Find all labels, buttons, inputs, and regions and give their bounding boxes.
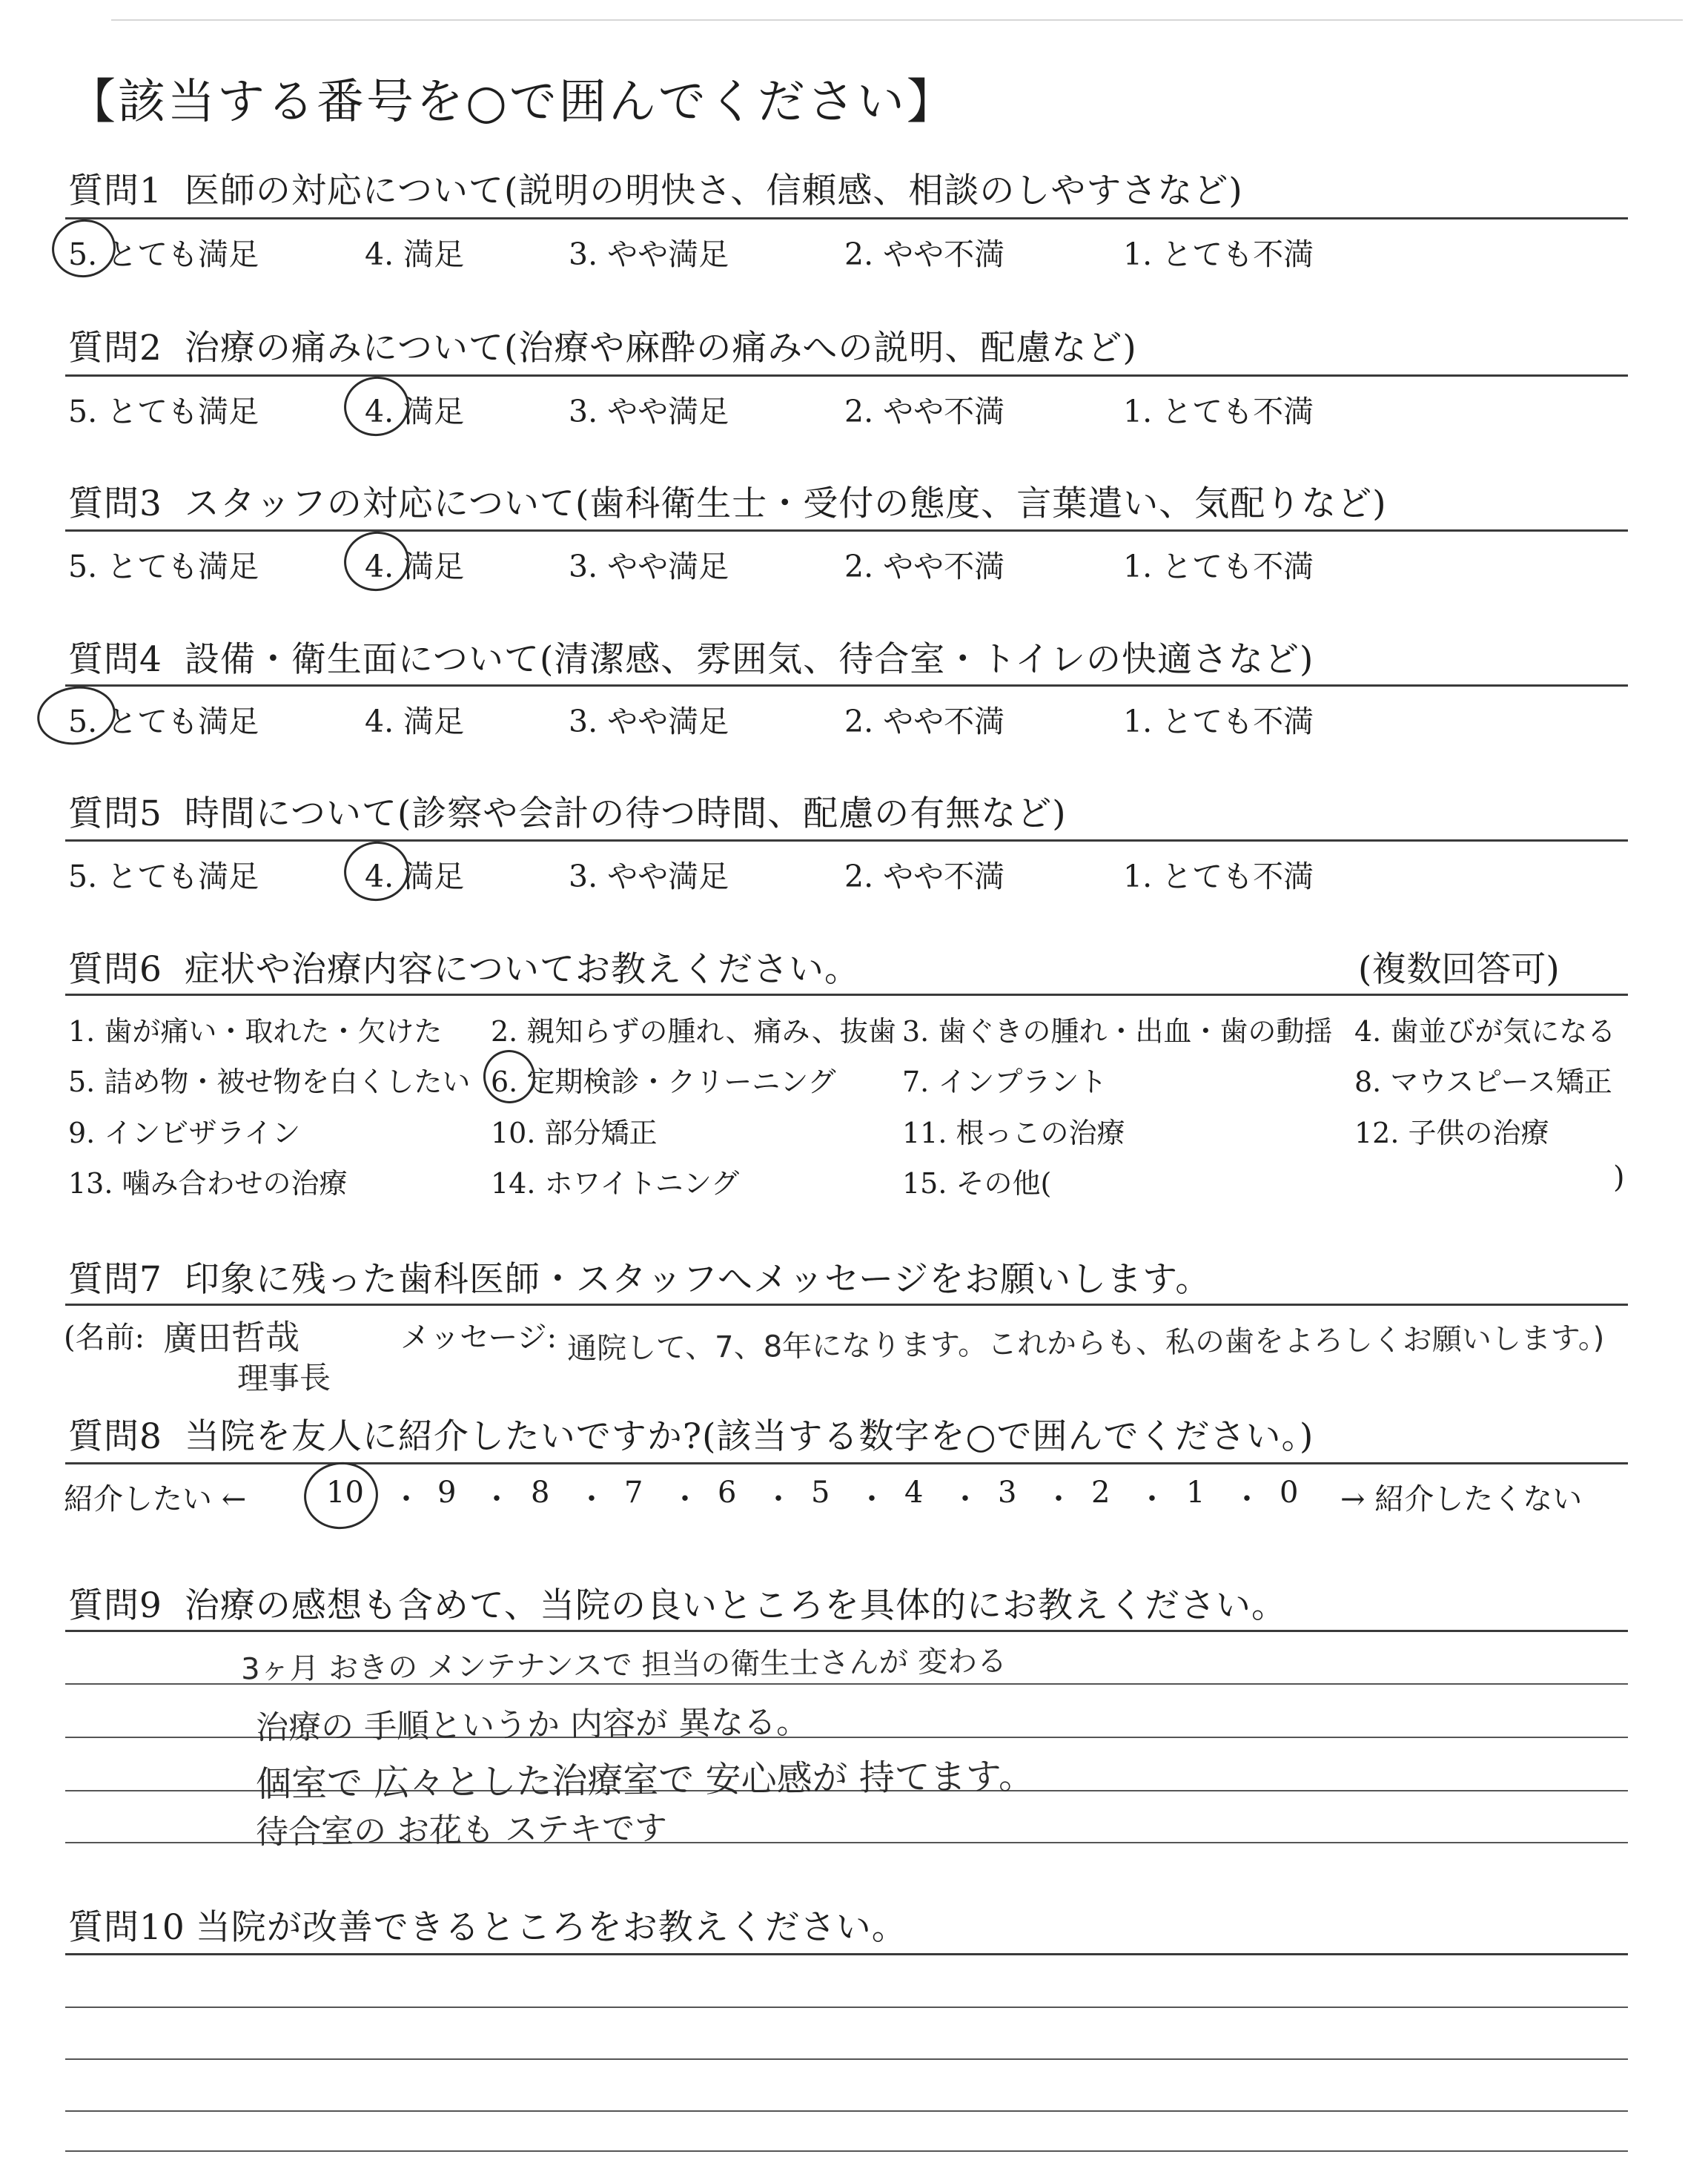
- question-10-title: [68, 1900, 907, 1949]
- answer-handwriting: 治療の 手順というか 内容が 異なる。: [255, 1703, 810, 1747]
- score-5[interactable]: 5: [811, 1476, 830, 1510]
- option-3[interactable]: 3. やや満足: [569, 704, 729, 739]
- page-title: 【該当する番号を○で囲んでください】: [68, 75, 956, 130]
- option-3[interactable]: 3. やや満足: [569, 394, 729, 429]
- separator: ・: [857, 1482, 887, 1516]
- question-7-rule: [65, 1304, 1628, 1306]
- question-text: 当院を友人に紹介したいですか?(該当する数字を○で囲んでください。): [184, 1416, 1314, 1457]
- option-5[interactable]: 5. とても満足: [68, 859, 259, 894]
- option-5[interactable]: 5. とても満足: [68, 394, 259, 429]
- symptom-row: [68, 1160, 1625, 1205]
- option-5[interactable]: 5. とても満足: [68, 549, 259, 584]
- question-2-rule: [65, 374, 1628, 377]
- score-1[interactable]: 1: [1186, 1476, 1205, 1510]
- option-2[interactable]: 2. やや不満: [844, 549, 1005, 584]
- answer-handwriting: 待合室の お花も ステキです: [255, 1809, 668, 1852]
- question-number: 質問9: [68, 1585, 162, 1626]
- option-5[interactable]: 5. とても満足: [68, 237, 259, 272]
- option-2[interactable]: 2. やや不満: [844, 859, 1005, 894]
- answer-handwriting: 個室で 広々とした治療室で 安心感が 持てます。: [255, 1755, 1035, 1806]
- symptom-option[interactable]: 3. 歯ぐきの腫れ・出血・歯の動揺: [902, 1015, 1333, 1048]
- title-handwriting: 理事長: [236, 1359, 331, 1397]
- name-handwriting: 廣田哲哉: [162, 1317, 300, 1358]
- multiple-answer-note: (複数回答可): [1358, 949, 1560, 990]
- question-3-rule: [65, 529, 1628, 532]
- separator: ・: [391, 1482, 421, 1516]
- score-8[interactable]: 8: [531, 1476, 550, 1510]
- symptom-option[interactable]: 15. その他(: [902, 1167, 1052, 1200]
- answer-line: [65, 2007, 1628, 2008]
- score-6[interactable]: 6: [718, 1476, 737, 1510]
- question-number: 質問7: [68, 1259, 162, 1300]
- question-text: 医師の対応について(説明の明快さ、信頼感、相談のしやすさなど): [184, 171, 1243, 211]
- symptom-option[interactable]: 9. インビザライン: [68, 1117, 301, 1149]
- option-3[interactable]: 3. やや満足: [569, 237, 729, 272]
- question-number: 質問8: [68, 1416, 162, 1457]
- question-8-title: [68, 1409, 1314, 1459]
- question-4-options: [68, 697, 1588, 742]
- question-5-title: [68, 786, 1067, 836]
- name-label: (名前:: [64, 1321, 145, 1355]
- question-2-title: [68, 320, 1137, 370]
- symptom-option[interactable]: 2. 親知らずの腫れ、痛み、抜歯: [491, 1015, 896, 1048]
- option-2[interactable]: 2. やや不満: [844, 704, 1005, 739]
- symptom-option[interactable]: 5. 詰め物・被せ物を白くしたい: [68, 1066, 471, 1098]
- score-4[interactable]: 4: [904, 1476, 924, 1510]
- score-7[interactable]: 7: [624, 1476, 643, 1510]
- symptom-option[interactable]: 14. ホワイトニング: [491, 1167, 740, 1200]
- symptom-row: [68, 1059, 1625, 1103]
- top-border: [111, 19, 1683, 21]
- option-4[interactable]: 4. 満足: [365, 704, 465, 739]
- score-2[interactable]: 2: [1091, 1476, 1110, 1510]
- question-number: 質問1: [68, 171, 162, 211]
- score-0[interactable]: 0: [1280, 1476, 1299, 1510]
- option-2[interactable]: 2. やや不満: [844, 394, 1005, 429]
- option-1[interactable]: 1. とても不満: [1123, 704, 1314, 739]
- question-number: 質問4: [68, 639, 162, 680]
- separator: ・: [950, 1482, 980, 1516]
- symptom-option[interactable]: 10. 部分矯正: [491, 1117, 658, 1149]
- question-3-options: [68, 542, 1588, 587]
- option-4[interactable]: 4. 満足: [365, 394, 465, 429]
- option-1[interactable]: 1. とても不満: [1123, 859, 1314, 894]
- question-10-rule: [65, 1953, 1628, 1955]
- recommend-label: 紹介したい ←: [64, 1482, 247, 1516]
- option-5[interactable]: 5. とても満足: [68, 704, 259, 739]
- option-2[interactable]: 2. やや不満: [844, 237, 1005, 272]
- symptom-option[interactable]: 8. マウスピース矯正: [1354, 1066, 1612, 1098]
- symptom-row: [68, 1008, 1625, 1053]
- question-number: 質問3: [68, 483, 162, 524]
- symptom-option[interactable]: 11. 根っこの治療: [902, 1117, 1125, 1149]
- answer-circle-mark: [299, 1457, 383, 1533]
- option-1[interactable]: 1. とても不満: [1123, 394, 1314, 429]
- question-1-options: [68, 230, 1588, 274]
- symptom-option[interactable]: 12. 子供の治療: [1354, 1117, 1549, 1149]
- question-text: 時間について(診察や会計の待つ時間、配慮の有無など): [184, 793, 1067, 834]
- score-10[interactable]: 10: [326, 1476, 364, 1510]
- question-6-rule: [65, 994, 1628, 996]
- answer-line: [65, 2110, 1628, 2112]
- question-number: 質問5: [68, 793, 162, 834]
- question-text: 当院が改善できるところをお教えください。: [195, 1907, 907, 1948]
- question-text: 症状や治療内容についてお教えください。: [184, 949, 860, 990]
- separator: ・: [1137, 1482, 1167, 1516]
- question-text: 治療の感想も含めて、当院の良いところを具体的にお教えください。: [184, 1585, 1287, 1626]
- question-number: 質問10: [68, 1907, 185, 1948]
- answer-line: [65, 2150, 1628, 2152]
- question-4-title: [68, 632, 1314, 681]
- option-4[interactable]: 4. 満足: [365, 237, 465, 272]
- question-number: 質問6: [68, 949, 162, 990]
- answer-line: [65, 2058, 1628, 2060]
- symptom-option[interactable]: 1. 歯が痛い・取れた・欠けた: [68, 1015, 443, 1048]
- option-3[interactable]: 3. やや満足: [569, 549, 729, 584]
- other-close-paren: ): [1613, 1160, 1625, 1195]
- question-8-rule: [65, 1462, 1628, 1464]
- question-text: スタッフの対応について(歯科衛生士・受付の態度、言葉遣い、気配りなど): [184, 483, 1387, 524]
- score-3[interactable]: 3: [998, 1476, 1017, 1510]
- separator: ・: [1044, 1482, 1073, 1516]
- symptom-row: [68, 1110, 1625, 1155]
- question-text: 印象に残った歯科医師・スタッフへメッセージをお願いします。: [184, 1259, 1211, 1300]
- question-text: 設備・衛生面について(清潔感、雰囲気、待合室・トイレの快適さなど): [184, 639, 1314, 680]
- question-4-rule: [65, 684, 1628, 687]
- question-number: 質問2: [68, 328, 162, 369]
- option-1[interactable]: 1. とても不満: [1123, 549, 1314, 584]
- symptom-option[interactable]: 13. 噛み合わせの治療: [68, 1167, 348, 1200]
- question-7-title: [68, 1252, 1211, 1301]
- answer-handwriting: 3ヶ月 おきの メンテナンスで 担当の衛生士さんが 変わる: [240, 1644, 1007, 1687]
- option-4[interactable]: 4. 満足: [365, 549, 465, 584]
- message-label: メッセージ:: [400, 1321, 557, 1355]
- question-9-rule: [65, 1630, 1628, 1632]
- option-4[interactable]: 4. 満足: [365, 859, 465, 894]
- symptom-option[interactable]: 7. インプラント: [902, 1066, 1108, 1098]
- score-9[interactable]: 9: [437, 1476, 457, 1510]
- question-text: 治療の痛みについて(治療や麻酔の痛みへの説明、配慮など): [184, 328, 1137, 369]
- separator: ・: [1232, 1482, 1262, 1516]
- separator: ・: [670, 1482, 700, 1516]
- question-9-title: [68, 1578, 1287, 1628]
- message-handwriting: 通院して、7、8年になります。これからも、私の歯をよろしくお願いします。): [566, 1321, 1605, 1367]
- question-1-rule: [65, 217, 1628, 219]
- symptom-option[interactable]: 4. 歯並びが気になる: [1354, 1015, 1616, 1048]
- not-recommend-label: → 紹介したくない: [1340, 1482, 1583, 1516]
- option-1[interactable]: 1. とても不満: [1123, 237, 1314, 272]
- symptom-option[interactable]: 6. 定期検診・クリーニング: [491, 1066, 836, 1098]
- question-1-title: [68, 163, 1243, 213]
- separator: ・: [764, 1482, 793, 1516]
- question-5-options: [68, 852, 1588, 896]
- question-3-title: [68, 476, 1387, 526]
- question-5-rule: [65, 839, 1628, 842]
- option-3[interactable]: 3. やや満足: [569, 859, 729, 894]
- separator: ・: [482, 1482, 512, 1516]
- question-6-title: [68, 942, 860, 991]
- separator: ・: [577, 1482, 606, 1516]
- question-2-options: [68, 387, 1588, 432]
